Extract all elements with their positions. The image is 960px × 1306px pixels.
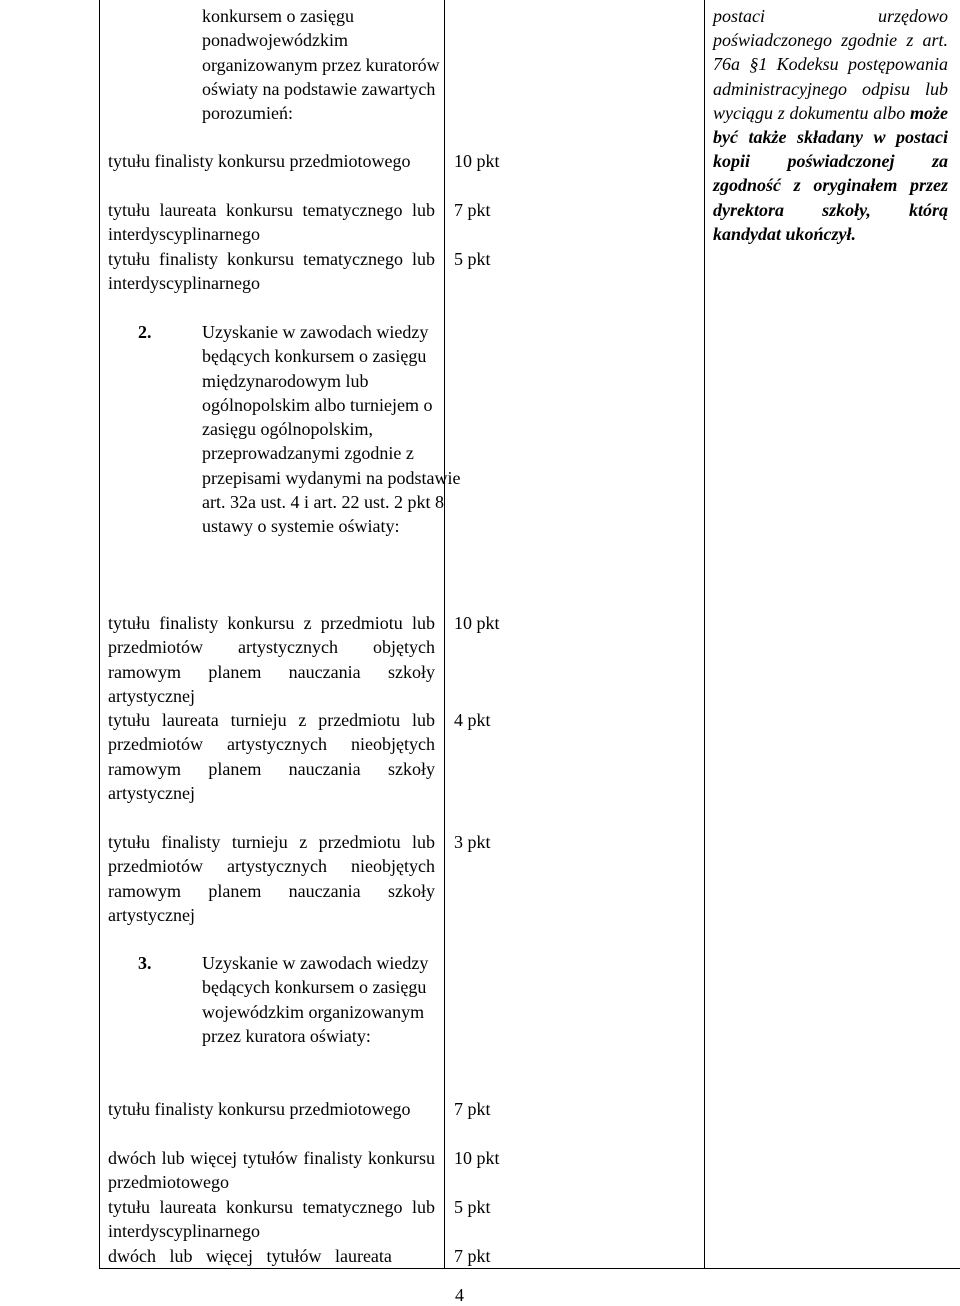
notes-text xyxy=(713,4,948,246)
points-value: 7 pkt xyxy=(454,1099,491,1119)
criterion-row: tytułu laureata konkursu tematycznego lub interdyscyplinarnego xyxy=(108,1197,435,1242)
section-header-text: Uzyskanie w zawodach wiedzy będących konkursem o zasięgu wojewódzkim organizowanym przez kuratora oświaty: xyxy=(202,953,429,1046)
section-header xyxy=(108,320,465,539)
points-value: 10 pkt xyxy=(454,151,500,171)
criterion-row: tytułu finalisty konkursu przedmiotowego xyxy=(108,151,411,171)
section-number: 3. xyxy=(138,953,152,973)
points-value: 10 pkt xyxy=(454,613,500,633)
section-number: 2. xyxy=(138,322,152,342)
criterion-row: tytułu finalisty konkursu z przedmiotu lub przedmiotów artystycznych objętych ramowym planem nauczania szkoły artystycznej xyxy=(108,613,435,706)
section-intro-text: konkursem o zasięgu ponadwojewódzkim organizowanym przez kuratorów oświaty na podstawie zawartych porozumień: xyxy=(202,6,440,124)
section-header-text: Uzyskanie w zawodach wiedzy będących konkursem o zasięgu międzynarodowym lub ogólnopolskim albo turniejem o zasięgu ogólnopolskim, przeprowadzanymi zgodnie z przepisami wydanymi na podstawie art. 32a ust. 4 i art. 22 ust. 2 pkt 8 ustawy o systemie oświaty: xyxy=(202,322,461,537)
points-value: 4 pkt xyxy=(454,710,491,730)
points-value: 7 pkt xyxy=(454,1246,491,1266)
column-divider xyxy=(444,0,445,1268)
notes-text-part2: może być także składany w postaci kopii poświadczonej za zgodność z oryginałem przez dyrektora szkoły, którą kandydat ukończył. xyxy=(713,102,948,244)
criterion-row: dwóch lub więcej tytułów laureata xyxy=(108,1246,392,1266)
criterion-row: tytułu finalisty turnieju z przedmiotu lub przedmiotów artystycznych nieobjętych ramowym planem nauczania szkoły artystycznej xyxy=(108,832,435,925)
criterion-row: tytułu finalisty konkursu tematycznego lub interdyscyplinarnego xyxy=(108,249,435,294)
points-value: 5 pkt xyxy=(454,249,491,269)
section-intro xyxy=(108,4,465,125)
criterion-row: dwóch lub więcej tytułów finalisty konkursu przedmiotowego xyxy=(108,1148,435,1193)
criterion-row: tytułu finalisty konkursu przedmiotowego xyxy=(108,1099,411,1119)
notes-column xyxy=(713,4,948,246)
page-number: 4 xyxy=(455,1285,464,1305)
column-divider xyxy=(704,0,705,1268)
points-value: 7 pkt xyxy=(454,200,491,220)
notes-text-part1: postaci urzędowo poświadczonego zgodnie z art. 76a §1 Kodeksu postępowania administracyjnego odpisu lub wyciągu z dokumentu albo xyxy=(713,6,948,123)
criterion-row: tytułu laureata turnieju z przedmiotu lub przedmiotów artystycznych nieobjętych ramowym planem nauczania szkoły artystycznej xyxy=(108,710,435,803)
points-value: 5 pkt xyxy=(454,1197,491,1217)
criterion-row: tytułu laureata konkursu tematycznego lub interdyscyplinarnego xyxy=(108,200,435,245)
points-value: 10 pkt xyxy=(454,1148,500,1168)
points-value: 3 pkt xyxy=(454,832,491,852)
section-header xyxy=(108,951,465,1048)
